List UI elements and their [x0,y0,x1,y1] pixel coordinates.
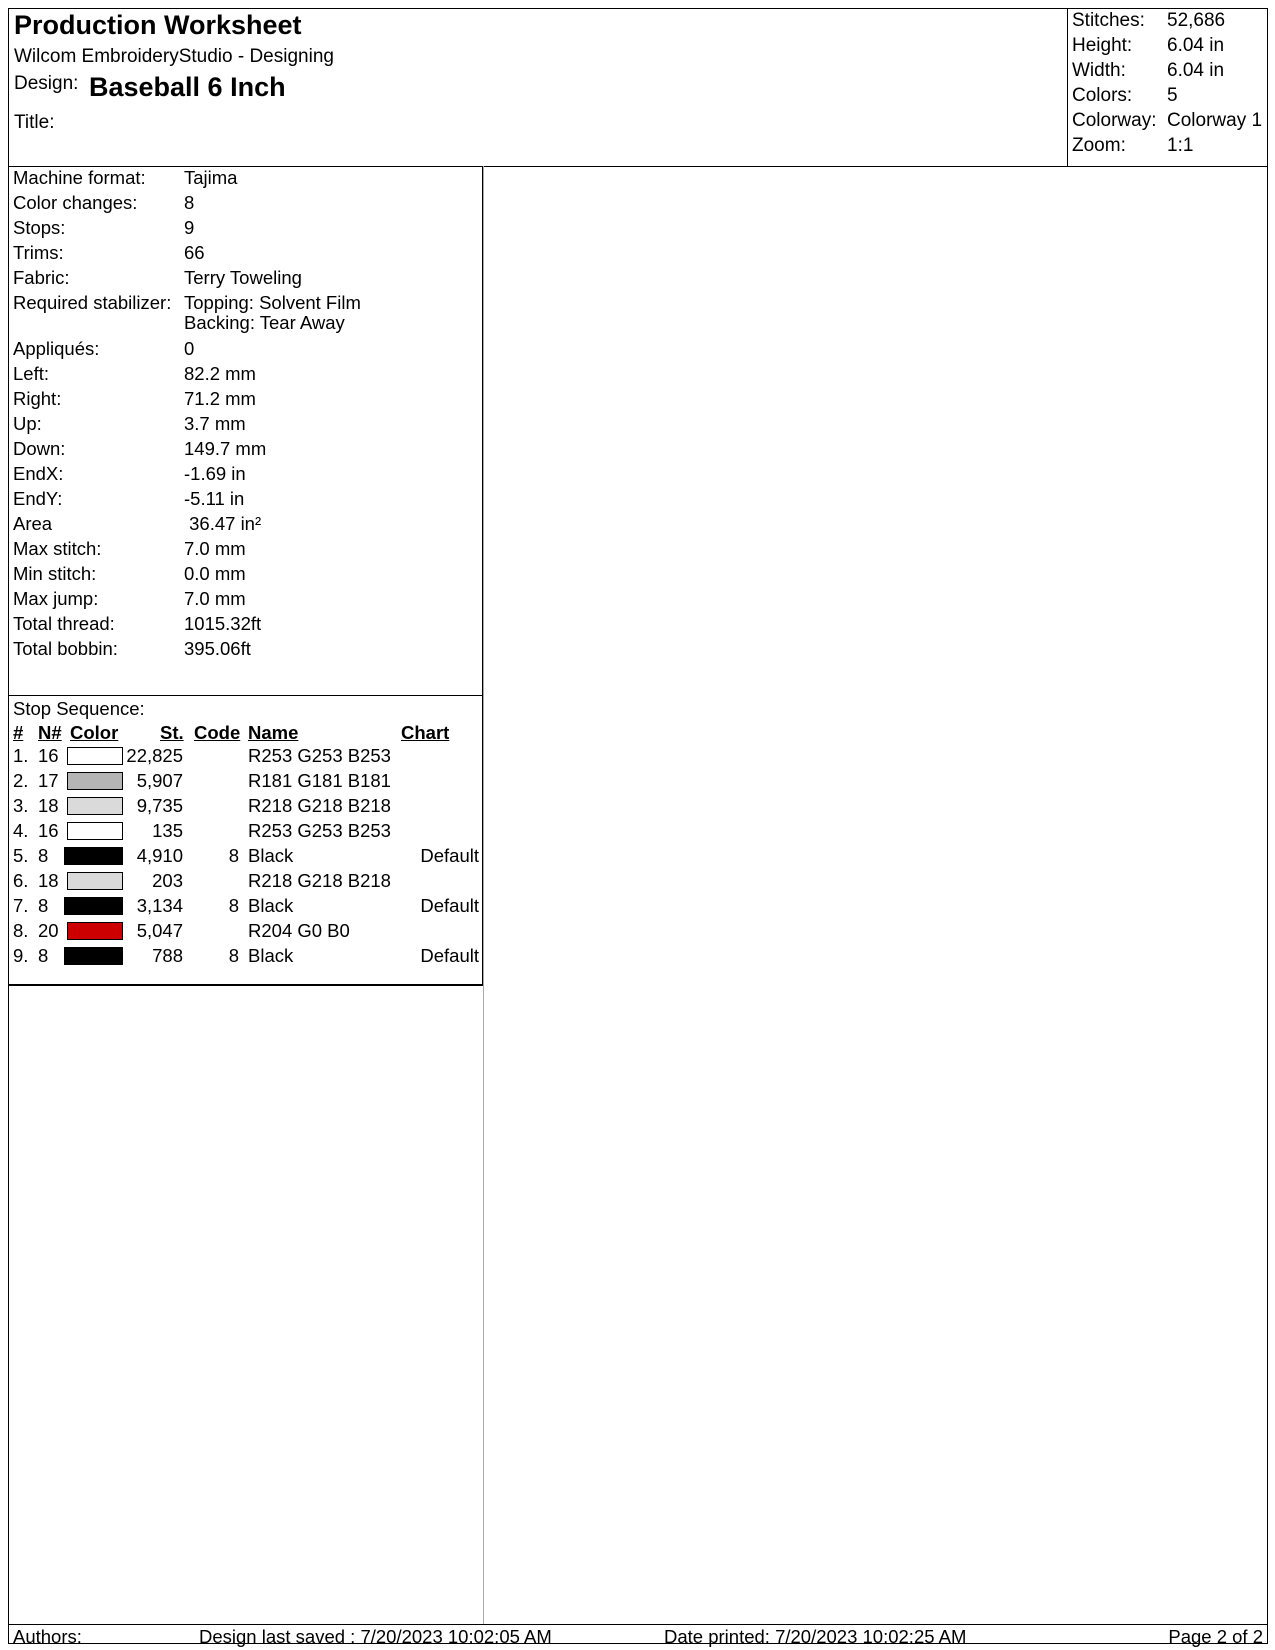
thread-chart: Default [420,895,479,916]
thread-name: R218 G218 B218 [248,870,391,891]
stop-row [9,945,483,970]
color-swatch [67,897,123,915]
stitch-count: 135 [152,820,183,841]
worksheet-header [9,9,1267,167]
needle-number: 18 [38,795,59,816]
stop-number: 7. [13,895,29,916]
header-needle: N# [38,722,62,743]
color-swatch [67,922,123,940]
info-value: -5.11 in [184,488,245,509]
design-info-table [9,166,483,696]
header-stitches: St. [160,722,184,743]
stop-row [9,770,483,795]
stitch-count: 22,825 [126,745,183,766]
stop-marker [64,897,67,915]
thread-name: Black [248,945,294,966]
info-value: 71.2 mm [184,388,256,409]
page-number: Page 2 of 2 [1168,1626,1263,1647]
info-value: -1.69 in [184,463,246,484]
stop-number: 6. [13,870,29,891]
info-value: 0.0 mm [184,563,246,584]
color-swatch [67,947,123,965]
info-label: Total bobbin: [13,638,118,659]
thread-name: Black [248,845,294,866]
stitch-count: 788 [152,945,183,966]
stitch-count: 203 [152,870,183,891]
page-footer [9,1624,1267,1645]
summary-value: Colorway 1 [1167,110,1263,131]
color-swatch [67,822,123,840]
stop-row [9,745,483,770]
summary-value: 5 [1167,85,1178,106]
info-label: Appliqués: [13,338,100,359]
color-swatch [67,747,123,765]
thread-code: 8 [228,845,239,866]
stop-number: 3. [13,795,29,816]
info-value: Backing: Tear Away [184,312,345,333]
software-name: Wilcom EmbroideryStudio - Designing [14,46,334,67]
stitch-count: 5,907 [136,770,183,791]
date-printed: Date printed: 7/20/2023 10:02:25 AM [664,1626,967,1647]
page-title: Production Worksheet [14,10,302,40]
header-color: Color [70,722,119,743]
stop-row [9,895,483,920]
header-code: Code [194,722,241,743]
info-label: EndY: [13,488,63,509]
info-value: Terry Toweling [184,267,302,288]
info-label: Color changes: [13,192,138,213]
title-label: Title: [14,112,55,133]
summary-box [1067,9,1268,166]
needle-number: 8 [38,895,49,916]
stop-number: 1. [13,745,29,766]
stop-marker [64,847,67,865]
info-label: Down: [13,438,66,459]
last-saved: Design last saved : 7/20/2023 10:02:05 AM [199,1626,552,1647]
thread-name: R218 G218 B218 [248,795,391,816]
thread-name: R204 G0 B0 [248,920,350,941]
info-value: 66 [184,242,205,263]
thread-code: 8 [228,945,239,966]
summary-label: Stitches: [1072,10,1145,31]
info-value: 7.0 mm [184,538,246,559]
thread-chart: Default [420,845,479,866]
thread-chart: Default [420,945,479,966]
stop-marker [64,947,67,965]
info-label: Trims: [13,242,64,263]
info-value: 36.47 in² [184,513,262,534]
summary-label: Zoom: [1072,135,1126,156]
info-label: Up: [13,413,42,434]
stop-number: 2. [13,770,29,791]
summary-label: Colorway: [1072,110,1157,131]
needle-number: 20 [38,920,59,941]
thread-code: 8 [228,895,239,916]
needle-number: 18 [38,870,59,891]
stitch-count: 3,134 [136,895,183,916]
info-value: Tajima [184,167,238,188]
summary-label: Width: [1072,60,1126,81]
stop-sequence-label: Stop Sequence: [13,698,145,719]
stop-sequence-table [9,696,483,986]
design-label: Design: [14,73,79,94]
stitch-count: 9,735 [136,795,183,816]
info-value: 7.0 mm [184,588,246,609]
info-label: Right: [13,388,62,409]
stop-row [9,920,483,945]
info-label: Required stabilizer: [13,292,172,313]
thread-name: R181 G181 B181 [248,770,391,791]
info-value: 149.7 mm [184,438,267,459]
summary-value: 52,686 [1167,10,1226,31]
header-chart: Chart [401,722,450,743]
stop-number: 4. [13,820,29,841]
needle-number: 8 [38,845,49,866]
info-label: EndX: [13,463,64,484]
left-panel [9,166,484,1624]
design-name: Baseball 6 Inch [89,72,286,102]
info-label: Stops: [13,217,66,238]
color-swatch [67,797,123,815]
summary-label: Colors: [1072,85,1133,106]
info-value: Topping: Solvent Film [184,292,361,313]
stitch-count: 4,910 [136,845,183,866]
needle-number: 17 [38,770,59,791]
info-value: 1015.32ft [184,613,262,634]
info-label: Fabric: [13,267,70,288]
info-value: 82.2 mm [184,363,256,384]
info-value: 395.06ft [184,638,251,659]
info-value: 9 [184,217,195,238]
stop-number: 8. [13,920,29,941]
stop-row [9,870,483,895]
thread-name: Black [248,895,294,916]
stop-row [9,795,483,820]
info-label: Left: [13,363,49,384]
needle-number: 8 [38,945,49,966]
color-swatch [67,847,123,865]
summary-label: Height: [1072,35,1133,56]
stop-row [9,820,483,845]
info-label: Max jump: [13,588,99,609]
info-value: 0 [184,338,195,359]
header-name: Name [248,722,299,743]
stop-row [9,845,483,870]
color-swatch [67,772,123,790]
summary-value: 6.04 in [1167,60,1225,81]
needle-number: 16 [38,820,59,841]
info-label: Total thread: [13,613,115,634]
summary-value: 1:1 [1167,135,1194,156]
info-label: Machine format: [13,167,146,188]
info-label: Max stitch: [13,538,102,559]
info-label: Area [13,513,53,534]
header-num: # [13,722,24,743]
needle-number: 16 [38,745,59,766]
stop-number: 9. [13,945,29,966]
color-swatch [67,872,123,890]
stop-number: 5. [13,845,29,866]
thread-name: R253 G253 B253 [248,820,391,841]
summary-value: 6.04 in [1167,35,1225,56]
stitch-count: 5,047 [136,920,183,941]
info-value: 3.7 mm [184,413,246,434]
authors-label: Authors: [13,1626,82,1647]
info-label: Min stitch: [13,563,97,584]
thread-name: R253 G253 B253 [248,745,391,766]
worksheet-page [8,8,1268,1647]
info-value: 8 [184,192,195,213]
